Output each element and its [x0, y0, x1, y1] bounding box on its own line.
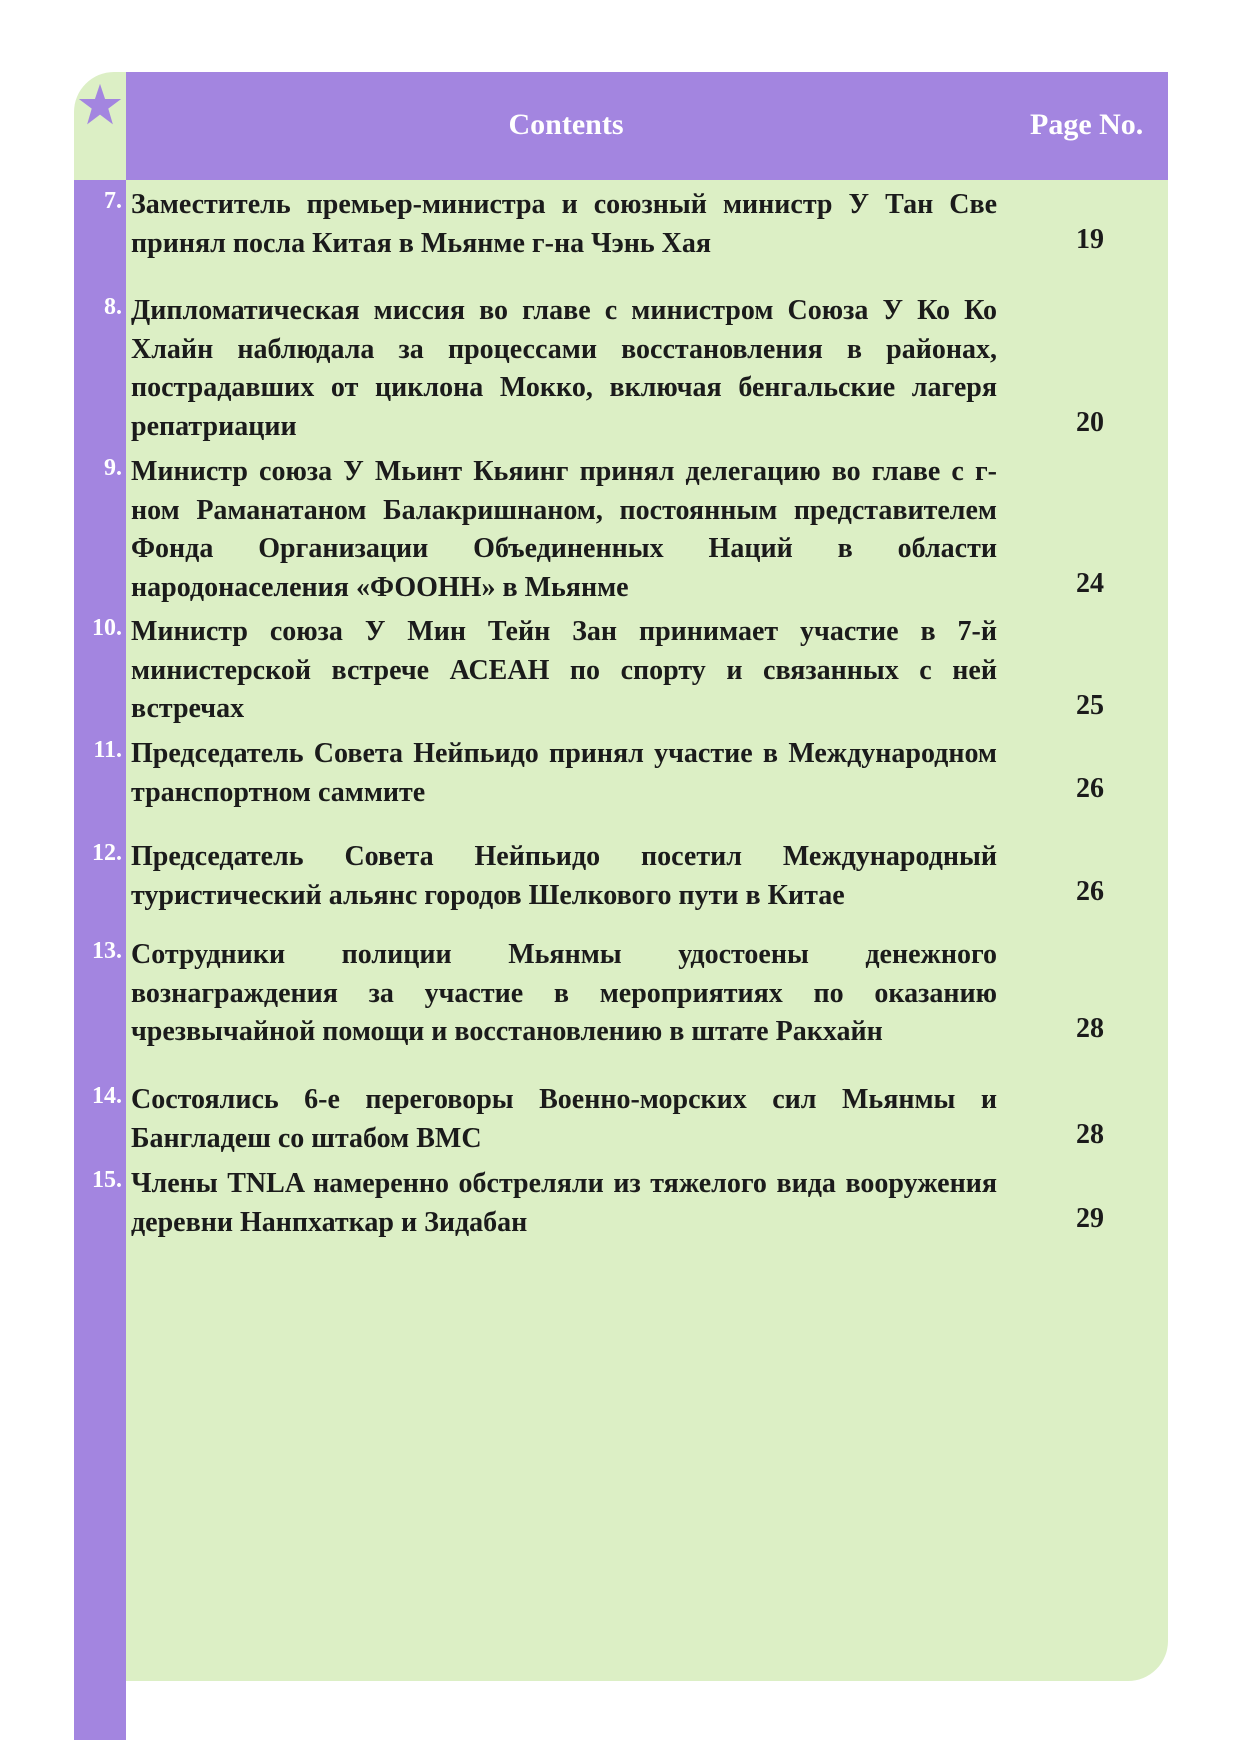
- entry-number: 8.: [104, 294, 122, 320]
- entry-number: 11.: [93, 737, 122, 763]
- entry-page-number: 29: [1076, 1203, 1104, 1234]
- entry-page-number: 25: [1076, 690, 1104, 721]
- entry-number: 12.: [92, 840, 122, 866]
- entry-page-number: 26: [1076, 773, 1104, 804]
- entry-number: 7.: [104, 188, 122, 214]
- entry-number: 15.: [92, 1167, 122, 1193]
- entry-number: 10.: [92, 615, 122, 641]
- entry-title: Министр союза У Мьинт Кьяинг принял делегацию во главе с г-ном Раманатаном Балакришнаном, постоянным представителем Фонда Организации Объединенных Наций в области народонаселения «ФООНН» в Мьянме: [131, 456, 997, 603]
- contents-heading: Contents: [508, 108, 624, 141]
- page-number-heading: Page No.: [1030, 108, 1144, 141]
- entry-title: Члены TNLA намеренно обстреляли из тяжелого вида вооружения деревни Нанпхаткар и Зидабан: [131, 1168, 997, 1238]
- entry-page-number: 19: [1076, 224, 1104, 255]
- entry-number: 9.: [104, 455, 122, 481]
- entry-page-number: 28: [1076, 1119, 1104, 1150]
- entry-page-number: 24: [1076, 568, 1104, 599]
- entry-title: Заместитель премьер-министра и союзный министр У Тан Све принял посла Китая в Мьянме г-на Чэнь Хая: [131, 189, 997, 259]
- entry-page-number: 20: [1076, 407, 1104, 438]
- entry-title: Сотрудники полиции Мьянмы удостоены денежного вознаграждения за участие в мероприятиях по оказанию чрезвычайной помощи и восстановлению в штате Ракхайн: [131, 939, 997, 1048]
- entry-title: Министр союза У Мин Тейн Зан принимает участие в 7-й министерской встрече АСЕАН по спорту и связанных с ней встречах: [131, 616, 997, 725]
- entry-title: Председатель Совета Нейпьидо принял участие в Международном транспортном саммите: [131, 738, 997, 808]
- entry-page-number: 28: [1076, 1013, 1104, 1044]
- entry-title: Председатель Совета Нейпьидо посетил Международный туристический альянс городов Шелкового пути в Китае: [131, 841, 997, 911]
- entry-title: Дипломатическая миссия во главе с министром Союза У Ко Ко Хлайн наблюдала за процессами восстановления в районах, пострадавших от циклона Мокко, включая бенгальские лагеря репатриации: [131, 295, 997, 442]
- entry-title: Состоялись 6-е переговоры Военно-морских сил Мьянмы и Бангладеш со штабом ВМС: [131, 1084, 997, 1154]
- entry-number: 13.: [92, 938, 122, 964]
- entry-page-number: 26: [1076, 876, 1104, 907]
- star-icon: [77, 82, 123, 128]
- entry-number: 14.: [92, 1083, 122, 1109]
